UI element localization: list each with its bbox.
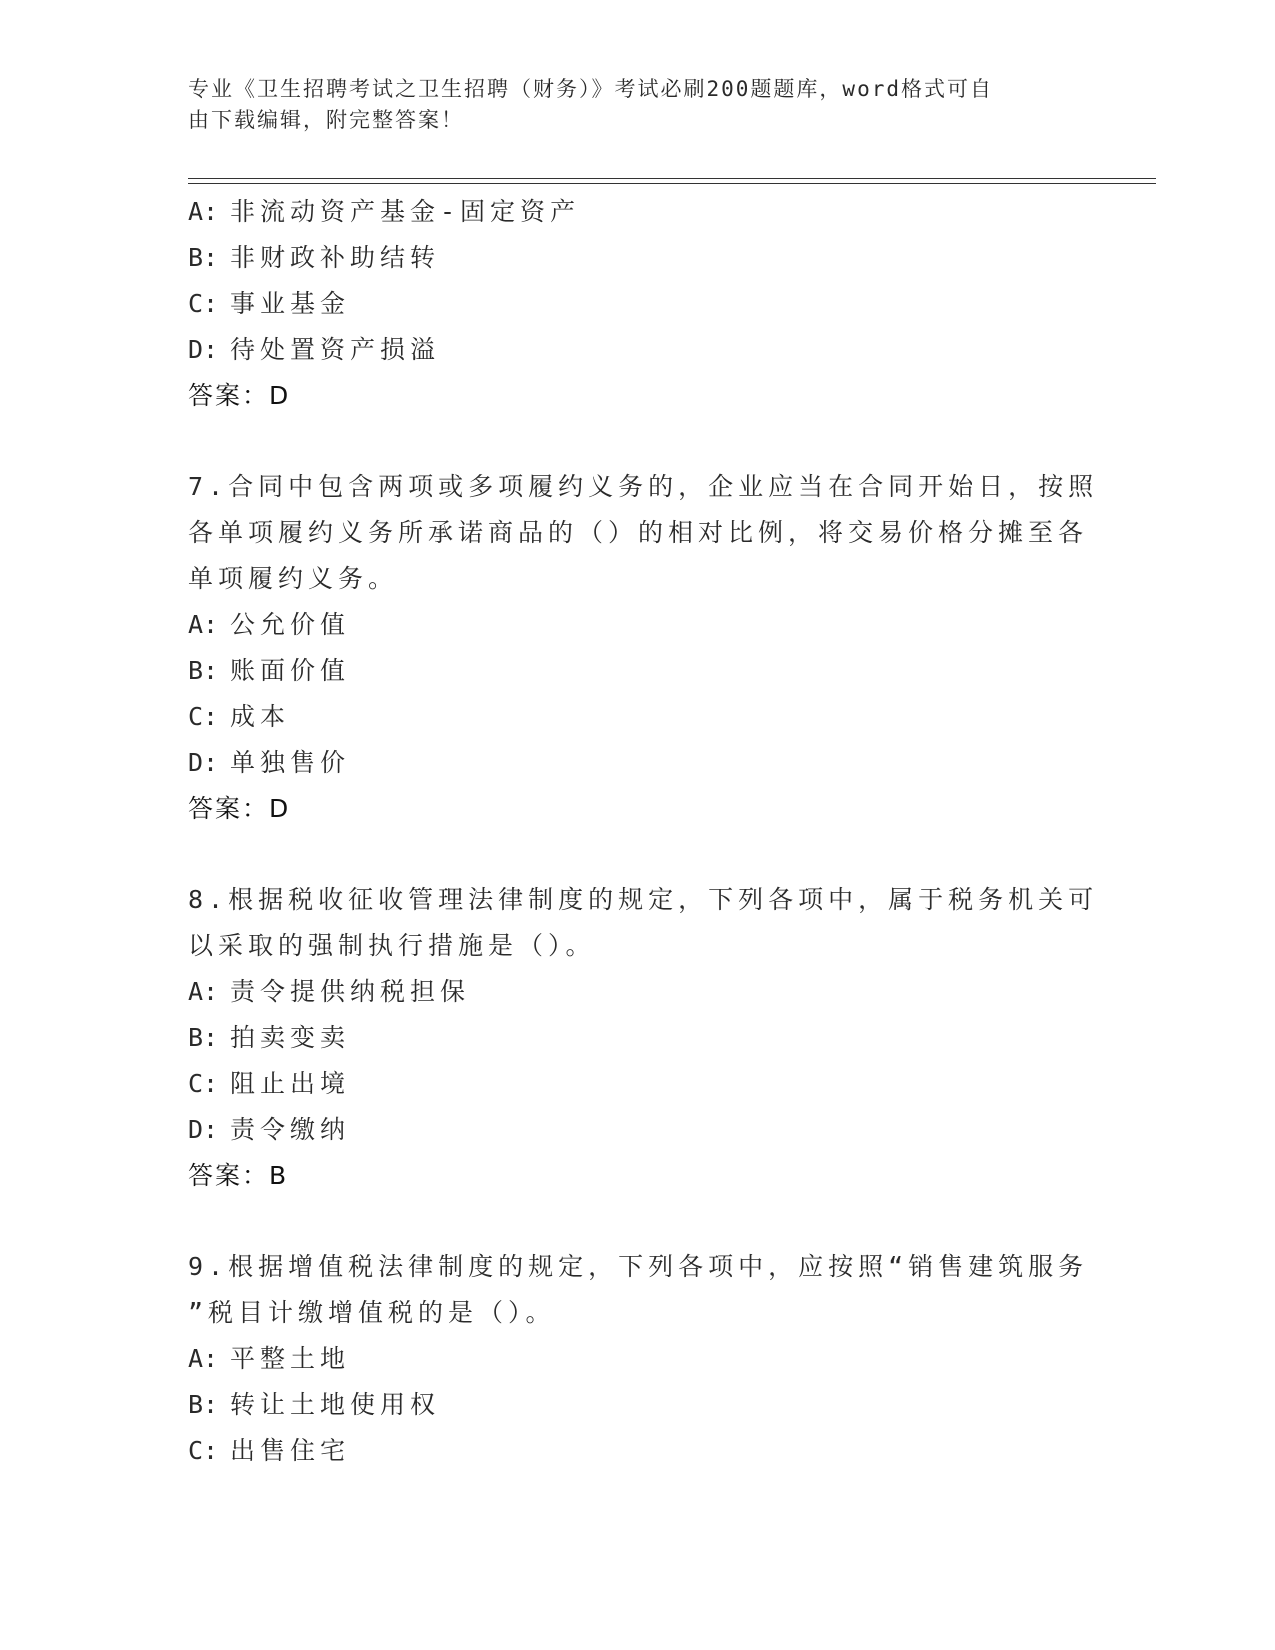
question-stem: 9.根据增值税法律制度的规定，下列各项中，应按照“销售建筑服务 ”税目计缴增值税的是（）。	[188, 1252, 1089, 1327]
answer-line: 答案：D	[188, 794, 291, 823]
question-list	[188, 189, 1099, 1474]
option-b: B: 账面价值	[188, 656, 351, 685]
header-divider-bottom	[188, 183, 1156, 184]
question-stem: 8.根据税收征收管理法律制度的规定，下列各项中，属于税务机关可 以采取的强制执行措施是（）。	[188, 885, 1099, 960]
question-stem: 7.合同中包含两项或多项履约义务的，企业应当在合同开始日，按照 各单项履约义务所承诺商品的（）的相对比例，将交易价格分摊至各 单项履约义务。	[188, 472, 1099, 593]
option-b: B: 非财政补助结转	[188, 243, 441, 272]
option-d: D: 单独售价	[188, 748, 351, 777]
header-line-1: 专业《卫生招聘考试之卫生招聘（财务）》考试必刷200题题库，word格式可自	[188, 77, 993, 101]
option-c: C: 事业基金	[188, 289, 351, 318]
question-6-continued	[188, 189, 1068, 419]
question-9	[188, 1244, 1089, 1474]
option-b: B: 转让土地使用权	[188, 1390, 441, 1419]
answer-line: 答案：B	[188, 1161, 289, 1190]
header-line-2: 由下载编辑，附完整答案！	[188, 108, 464, 132]
option-d: D: 待处置资产损溢	[188, 335, 441, 364]
answer-line: 答案：D	[188, 381, 291, 410]
option-a: A: 平整土地	[188, 1344, 351, 1373]
option-a: A: 责令提供纳税担保	[188, 977, 471, 1006]
option-c: C: 阻止出境	[188, 1069, 351, 1098]
document-header	[188, 74, 1068, 136]
question-7	[188, 464, 1099, 832]
header-divider-top	[188, 178, 1156, 179]
option-c: C: 出售住宅	[188, 1436, 351, 1465]
option-a: A: 公允价值	[188, 610, 351, 639]
question-8	[188, 877, 1099, 1199]
option-a: A: 非流动资产基金-固定资产	[188, 197, 581, 226]
option-d: D: 责令缴纳	[188, 1115, 351, 1144]
option-b: B: 拍卖变卖	[188, 1023, 351, 1052]
option-c: C: 成本	[188, 702, 291, 731]
